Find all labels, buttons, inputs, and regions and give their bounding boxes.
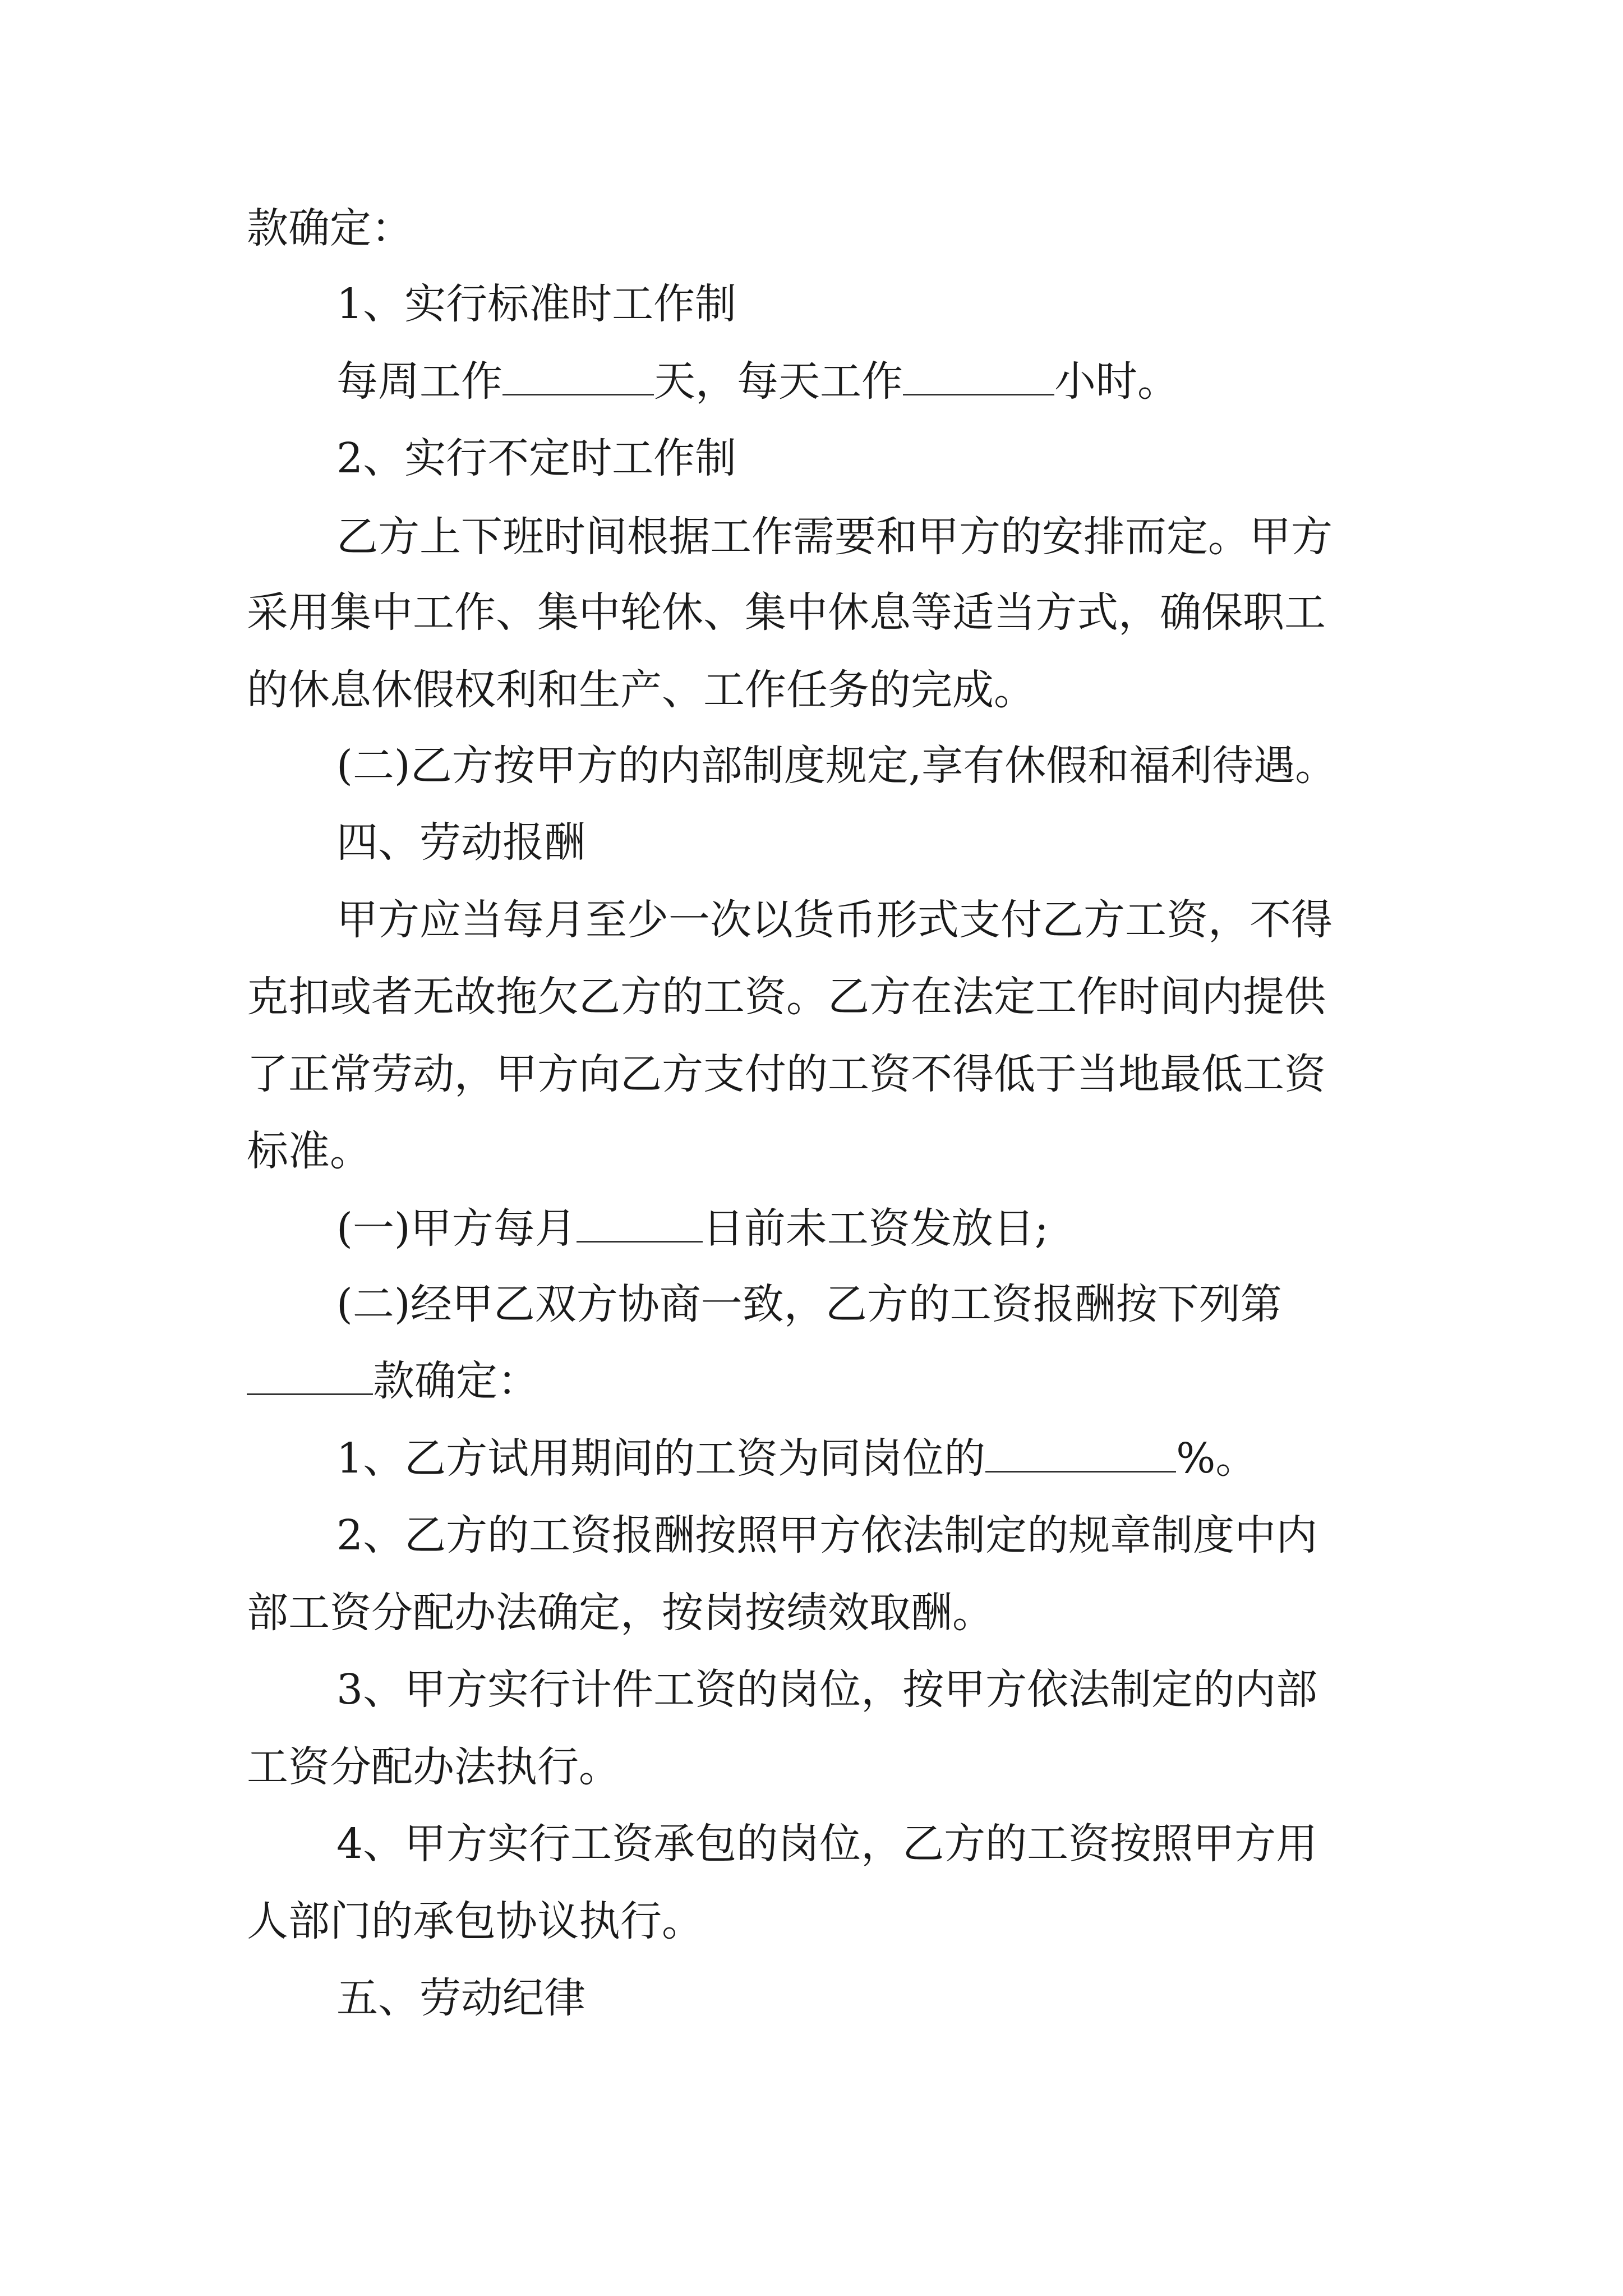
text-run: (二)经甲乙双方协商一致，乙方的工资报酬按下列第: [336, 1280, 1282, 1328]
text-line-17: [336, 1430, 1257, 1487]
text-line-12: [247, 1046, 1326, 1102]
text-run: 日前未工资发放日;: [702, 1204, 1049, 1253]
text-run: 小时。: [1054, 357, 1179, 406]
fill-in-blank: [577, 1203, 703, 1243]
text-line-9: [336, 815, 585, 871]
text-line-6: [247, 585, 1326, 641]
text-line-16: [247, 1353, 539, 1409]
text-run: 2、乙方的工资报酬按照甲方依法制定的规章制度中内: [336, 1511, 1318, 1559]
text-run: 部工资分配办法确定，按岗按绩效取酬。: [247, 1589, 994, 1637]
text-line-3: [336, 353, 1179, 409]
text-run: 天，每天工作: [654, 357, 903, 406]
text-line-8: [336, 738, 1336, 794]
text-run: 人部门的承包协议执行。: [247, 1897, 703, 1945]
text-run: 4、甲方实行工资承包的岗位，乙方的工资按照甲方用: [336, 1820, 1318, 1868]
text-run: 的休息休假权利和生产、工作任务的完成。: [247, 666, 1035, 714]
text-line-20: [336, 1662, 1317, 1718]
text-run: (一)甲方每月: [336, 1204, 577, 1253]
text-line-21: [247, 1739, 620, 1795]
text-run: 3、甲方实行计件工资的岗位，按甲方依法制定的内部: [336, 1665, 1318, 1714]
fill-in-blank: [985, 1433, 1176, 1473]
text-line-11: [247, 969, 1326, 1025]
fill-in-blank: [903, 356, 1054, 395]
fill-in-blank: [247, 1355, 373, 1395]
text-run: 采用集中工作、集中轮休、集中休息等适当方式，确保职工: [247, 588, 1326, 637]
text-line-19: [247, 1585, 994, 1641]
text-run: 了正常劳动，甲方向乙方支付的工资不得低于当地最低工资: [247, 1050, 1326, 1098]
text-line-24: [336, 1970, 585, 2026]
text-line-14: [336, 1200, 1049, 1257]
text-run: 1、乙方试用期间的工资为同岗位的: [336, 1434, 986, 1483]
text-line-2: [336, 276, 736, 332]
text-run: 每周工作: [336, 357, 502, 406]
text-run: 甲方应当每月至少一次以货币形式支付乙方工资，不得: [336, 896, 1332, 944]
text-run: 乙方上下班时间根据工作需要和甲方的安排而定。甲方: [336, 513, 1332, 561]
text-run: 款确定：: [247, 204, 413, 252]
text-line-5: [336, 509, 1332, 565]
text-run: 款确定：: [373, 1357, 539, 1405]
text-line-1: [247, 200, 413, 256]
text-line-13: [247, 1123, 371, 1179]
text-run: 五、劳动纪律: [336, 1974, 585, 2022]
text-run: 1、实行标准时工作制: [336, 280, 737, 328]
text-line-18: [336, 1507, 1317, 1563]
text-line-15: [336, 1276, 1282, 1332]
text-run: 四、劳动报酬: [336, 818, 585, 867]
text-run: 2、实行不定时工作制: [336, 434, 737, 482]
text-line-4: [336, 430, 736, 486]
text-line-23: [247, 1893, 703, 1949]
text-run: 标准。: [247, 1127, 371, 1175]
text-line-22: [336, 1816, 1317, 1872]
text-line-10: [336, 892, 1332, 948]
fill-in-blank: [502, 356, 654, 395]
text-run: 克扣或者无故拖欠乙方的工资。乙方在法定工作时间内提供: [247, 973, 1326, 1021]
text-run: %。: [1176, 1434, 1257, 1483]
text-line-7: [247, 662, 1035, 718]
text-run: (二)乙方按甲方的内部制度规定,享有休假和福利待遇。: [336, 742, 1337, 790]
text-run: 工资分配办法执行。: [247, 1743, 620, 1791]
